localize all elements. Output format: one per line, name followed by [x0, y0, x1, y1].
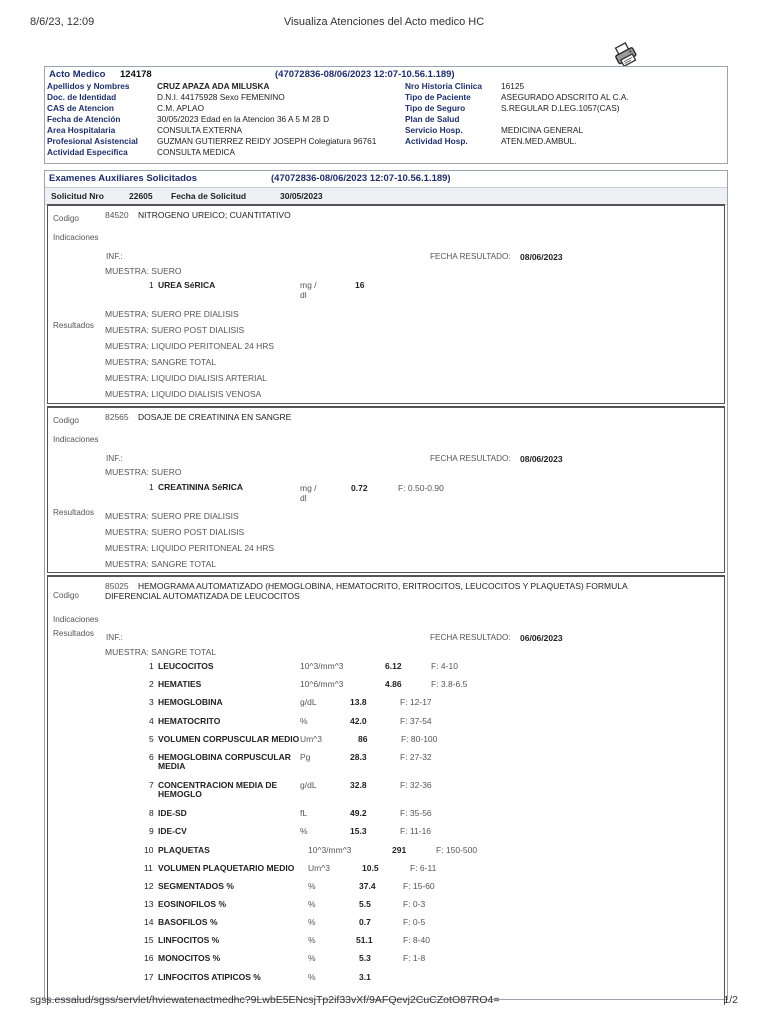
result-value: 5.5: [359, 899, 371, 909]
acto-medico-number: 124178: [120, 69, 152, 80]
muestra: MUESTRA: SUERO: [105, 266, 182, 276]
result-value: 5.3: [359, 953, 371, 963]
result-index: 16: [144, 953, 154, 963]
result-ref: F: 11-16: [400, 826, 432, 836]
result-unit: %: [300, 716, 308, 726]
result-ref: F: 150-500: [436, 845, 478, 855]
examenes-ref: (47072836-08/06/2023 12:07-10.56.1.189): [271, 173, 451, 184]
examenes-title: Examenes Auxiliares Solicitados: [49, 173, 198, 184]
page-url: sgss.essalud/sgss/servlet/hviewatenactmedhc?9LwbE5ENcsjTp2if33vXf/9AFQevj2CuCZotO87RO4=: [30, 994, 500, 1006]
result-index: 6: [149, 752, 154, 762]
result-name: HEMATIES: [158, 679, 202, 689]
result-unit: g/dL: [300, 780, 317, 790]
exam-section-hemograma: 85025 HEMOGRAMA AUTOMATIZADO (HEMOGLOBINA, HEMATOCRITO, ERITROCITOS, LEUCOCITOS Y PLAQUETAS) FORMULA Codigo DIFERENCIAL AUTOMATIZADA DE LEUCOCITOS Indicaciones Resultados INF.: FECHA RESULTADO: 06/06/2023 MUESTRA: SANGRE TOTAL 1 LEUCOCITOS 10^3/mm^3 6.12 F: 4-10 2 HEMATIES 10^6/mm^3 4.86 F: 3.8-6.5 3 HEMOGLOBINA g/dL 13.8 F: 12-17 4 HEMATOCRITO % 42.0 F: 37-54 5 VOLUMEN CORPUSCULAR MEDIO Um^3 86 F: 80-100 6 HEMOGLOBINA CORPUSCULAR MEDIA Pg 28.3 F: 27-32 7 CONCENTRACION MEDIA DE HEMOGLO g/dL 32.8 F: 32-36 8 IDE-SD fL 49.2 F: 35-56 9 IDE-CV % 15.3 F: 11-16 10 PLAQUETAS 10^3/mm^3 291 F: 150-500 11 VOLUMEN PLAQUETARIO MEDIO Um^3 10.5 F: 6-11 12 SEGMENTADOS % % 37.4 F: 15-60 13 EOSINOFILOS % % 5.5 F: 0-3 14 BASOFILOS % % 0.7 F: 0-5 15 LINFOCITOS % % 51.1 F: 8-40 16 MONOCITOS % % 5.3 F: 1-8 17 LINFOCITOS ATIPICOS % % 3.1: [47, 575, 725, 1005]
page-number: 1/2: [723, 994, 738, 1006]
result-index: 2: [149, 679, 154, 689]
result-index: 14: [144, 917, 154, 927]
result-ref: F: 0-5: [403, 917, 426, 927]
result-ref: F: 0-3: [403, 899, 426, 909]
result-index: 4: [149, 716, 154, 726]
result-value: 86: [358, 734, 368, 744]
result-unit: %: [308, 972, 316, 982]
examenes-header: [47, 173, 727, 185]
fecha-resultado: 08/06/2023: [520, 454, 563, 464]
exam-name: DOSAJE DE CREATININA EN SANGRE: [138, 412, 292, 422]
result-unit: Pg: [300, 752, 311, 762]
result-unit: g/dL: [300, 697, 317, 707]
result-index: 7: [149, 780, 154, 790]
result-index: 11: [144, 863, 153, 873]
result-unit: fL: [300, 808, 308, 818]
result-value: 51.1: [356, 935, 373, 945]
result-name: LEUCOCITOS: [158, 661, 214, 671]
fecha-resultado: 06/06/2023: [520, 633, 563, 643]
result-index: 13: [144, 899, 154, 909]
result-name: HEMOGLOBINA: [158, 697, 223, 707]
result-value: 291: [392, 845, 407, 855]
result-unit: %: [308, 899, 316, 909]
result-index: 8: [149, 808, 154, 818]
muestra: MUESTRA: SANGRE TOTAL: [105, 647, 216, 657]
result-value: 13.8: [350, 697, 367, 707]
result-index: 10: [144, 845, 154, 855]
result-name-cont: MEDIA: [158, 761, 186, 771]
result-name: VOLUMEN CORPUSCULAR MEDIO: [158, 734, 300, 744]
result-unit: 10^6/mm^3: [300, 679, 344, 689]
result-ref: F: 1-8: [403, 953, 426, 963]
result-unit: 10^3/mm^3: [308, 845, 352, 855]
exam-section-creatinina: Codigo 82565 DOSAJE DE CREATININA EN SANGRE Indicaciones INF.: FECHA RESULTADO: 08/06/2023 MUESTRA: SUERO 1 CREATININA SéRICA mg / dl 0.72 F: 0.50-0.90 Resultados MUESTRA: SUERO PRE DIALISIS MUESTRA: SUERO POST DIALISIS MUESTRA: LIQUIDO PERITONEAL 24 HRS MUESTRA: SANGRE TOTAL: [47, 406, 725, 573]
result-index: 9: [149, 826, 154, 836]
result-index: 12: [144, 881, 154, 891]
result-name: CREATININA SéRICA: [158, 482, 244, 492]
result-unit: %: [300, 826, 308, 836]
solicitud-bar: Solicitud Nro 22605 Fecha de Solicitud 30/05/2023: [45, 187, 727, 205]
solicitud-date: 30/05/2023: [280, 191, 323, 201]
result-unit: Um^3: [300, 734, 322, 744]
result-unit: %: [308, 935, 316, 945]
result-unit: Um^3: [308, 863, 330, 873]
result-ref: F: 27-32: [400, 752, 432, 762]
exam-code: 82565: [105, 412, 129, 422]
result-ref: F: 0.50-0.90: [398, 483, 444, 493]
result-name: IDE-SD: [158, 808, 187, 818]
result-index: 15: [144, 935, 154, 945]
page-footer: [0, 994, 768, 1008]
result-value: 49.2: [350, 808, 367, 818]
result-name: EOSINOFILOS %: [158, 899, 227, 909]
result-ref: F: 32-36: [400, 780, 432, 790]
result-name: LINFOCITOS ATIPICOS %: [158, 972, 261, 982]
fecha-resultado: 08/06/2023: [520, 252, 563, 262]
solicitud-number: 22605: [129, 191, 153, 201]
patient-name: CRUZ APAZA ADA MILUSKA: [157, 81, 270, 91]
result-value: 0.72: [351, 483, 368, 493]
page-header: [0, 16, 768, 30]
result-ref: F: 35-56: [400, 808, 432, 818]
result-ref: F: 15-60: [403, 881, 435, 891]
result-index: 17: [144, 972, 154, 982]
result-value: 4.86: [385, 679, 402, 689]
result-name: UREA SéRICA: [158, 280, 216, 290]
result-value: 28.3: [350, 752, 367, 762]
result-name-cont: HEMOGLO: [158, 789, 202, 799]
result-value: 37.4: [359, 881, 376, 891]
result-ref: F: 6-11: [410, 863, 437, 873]
result-value: 16: [355, 280, 365, 290]
result-unit: %: [308, 917, 316, 927]
result-name: HEMATOCRITO: [158, 716, 221, 726]
result-ref: F: 8-40: [403, 935, 430, 945]
result-unit: %: [308, 953, 316, 963]
result-index: 3: [149, 697, 154, 707]
examenes-panel: [44, 170, 728, 1000]
result-name: HEMOGLOBINA CORPUSCULAR: [158, 752, 291, 762]
result-value: 32.8: [350, 780, 367, 790]
exam-section-urea: Codigo 84520 NITROGENO UREICO; CUANTITATIVO Indicaciones INF.: FECHA RESULTADO: 08/06/2023 MUESTRA: SUERO 1 UREA SéRICA mg / dl 16 MUESTRA: SUERO PRE DIALISIS Resultados MUESTRA: SUERO POST DIALISIS MUESTRA: LIQUIDO PERITONEAL 24 HRS MUESTRA: SANGRE TOTAL MUESTRA: LIQUIDO DIALISIS ARTERIAL MUESTRA: LIQUIDO DIALISIS VENOSA: [47, 204, 725, 404]
muestra: MUESTRA: SUERO: [105, 467, 182, 477]
result-name: VOLUMEN PLAQUETARIO MEDIO: [158, 863, 295, 873]
acto-medico-panel: Acto Medico 124178 (47072836-08/06/2023 12:07-10.56.1.189) Apellidos y Nombres CRUZ APAZA ADA MILUSKA Nro Historia Clinica 16125 Doc. de Identidad D.N.I. 44175928 Sexo FEMENINO Tipo de Paciente ASEGURADO ADSCRITO AL C.A. CAS de Atencion C.M. APLAO Tipo de Seguro S.REGULAR D.LEG.1057(CAS) Fecha de Atención 30/05/2023 Edad en la Atencion 36 A 5 M 28 D Plan de Salud Area Hospitalaria CONSULTA EXTERNA Servicio Hosp. MEDICINA GENERAL Profesional Asistencial GUZMAN GUTIERREZ REIDY JOSEPH Colegiatura 96761 Actividad Hosp. ATEN.MED.AMBUL. Actividad Especifica CONSULTA MEDICA: [44, 66, 728, 164]
exam-name-cont: DIFERENCIAL AUTOMATIZADA DE LEUCOCITOS: [105, 591, 300, 601]
result-name: PLAQUETAS: [158, 845, 210, 855]
result-value: 6.12: [385, 661, 402, 671]
result-name: MONOCITOS %: [158, 953, 221, 963]
result-value: 10.5: [362, 863, 379, 873]
print-datetime: 8/6/23, 12:09: [30, 16, 95, 28]
result-ref: F: 12-17: [400, 697, 432, 707]
exam-code: 85025: [105, 581, 129, 591]
printer-icon[interactable]: [613, 42, 639, 68]
acto-medico-ref: (47072836-08/06/2023 12:07-10.56.1.189): [275, 69, 455, 80]
result-ref: F: 4-10: [431, 661, 458, 671]
exam-code: 84520: [105, 210, 129, 220]
result-index: 1: [149, 661, 154, 671]
acto-medico-label: Acto Medico: [49, 69, 106, 80]
result-index: 5: [149, 734, 154, 744]
exam-name: HEMOGRAMA AUTOMATIZADO (HEMOGLOBINA, HEMATOCRITO, ERITROCITOS, LEUCOCITOS Y PLAQUETAS) FORMULA: [138, 581, 628, 591]
result-value: 3.1: [359, 972, 371, 982]
result-name: LINFOCITOS %: [158, 935, 220, 945]
result-value: 0.7: [359, 917, 371, 927]
result-value: 42.0: [350, 716, 367, 726]
result-ref: F: 37-54: [400, 716, 432, 726]
result-value: 15.3: [350, 826, 367, 836]
result-ref: F: 80-100: [401, 734, 438, 744]
result-name: IDE-CV: [158, 826, 187, 836]
exam-name: NITROGENO UREICO; CUANTITATIVO: [138, 210, 291, 220]
result-name: CONCENTRACION MEDIA DE: [158, 780, 278, 790]
result-name: BASOFILOS %: [158, 917, 218, 927]
result-unit: %: [308, 881, 316, 891]
result-ref: F: 3.8-6.5: [431, 679, 468, 689]
page-title: Visualiza Atenciones del Acto medico HC: [283, 16, 485, 28]
result-unit: 10^3/mm^3: [300, 661, 344, 671]
result-name: SEGMENTADOS %: [158, 881, 234, 891]
